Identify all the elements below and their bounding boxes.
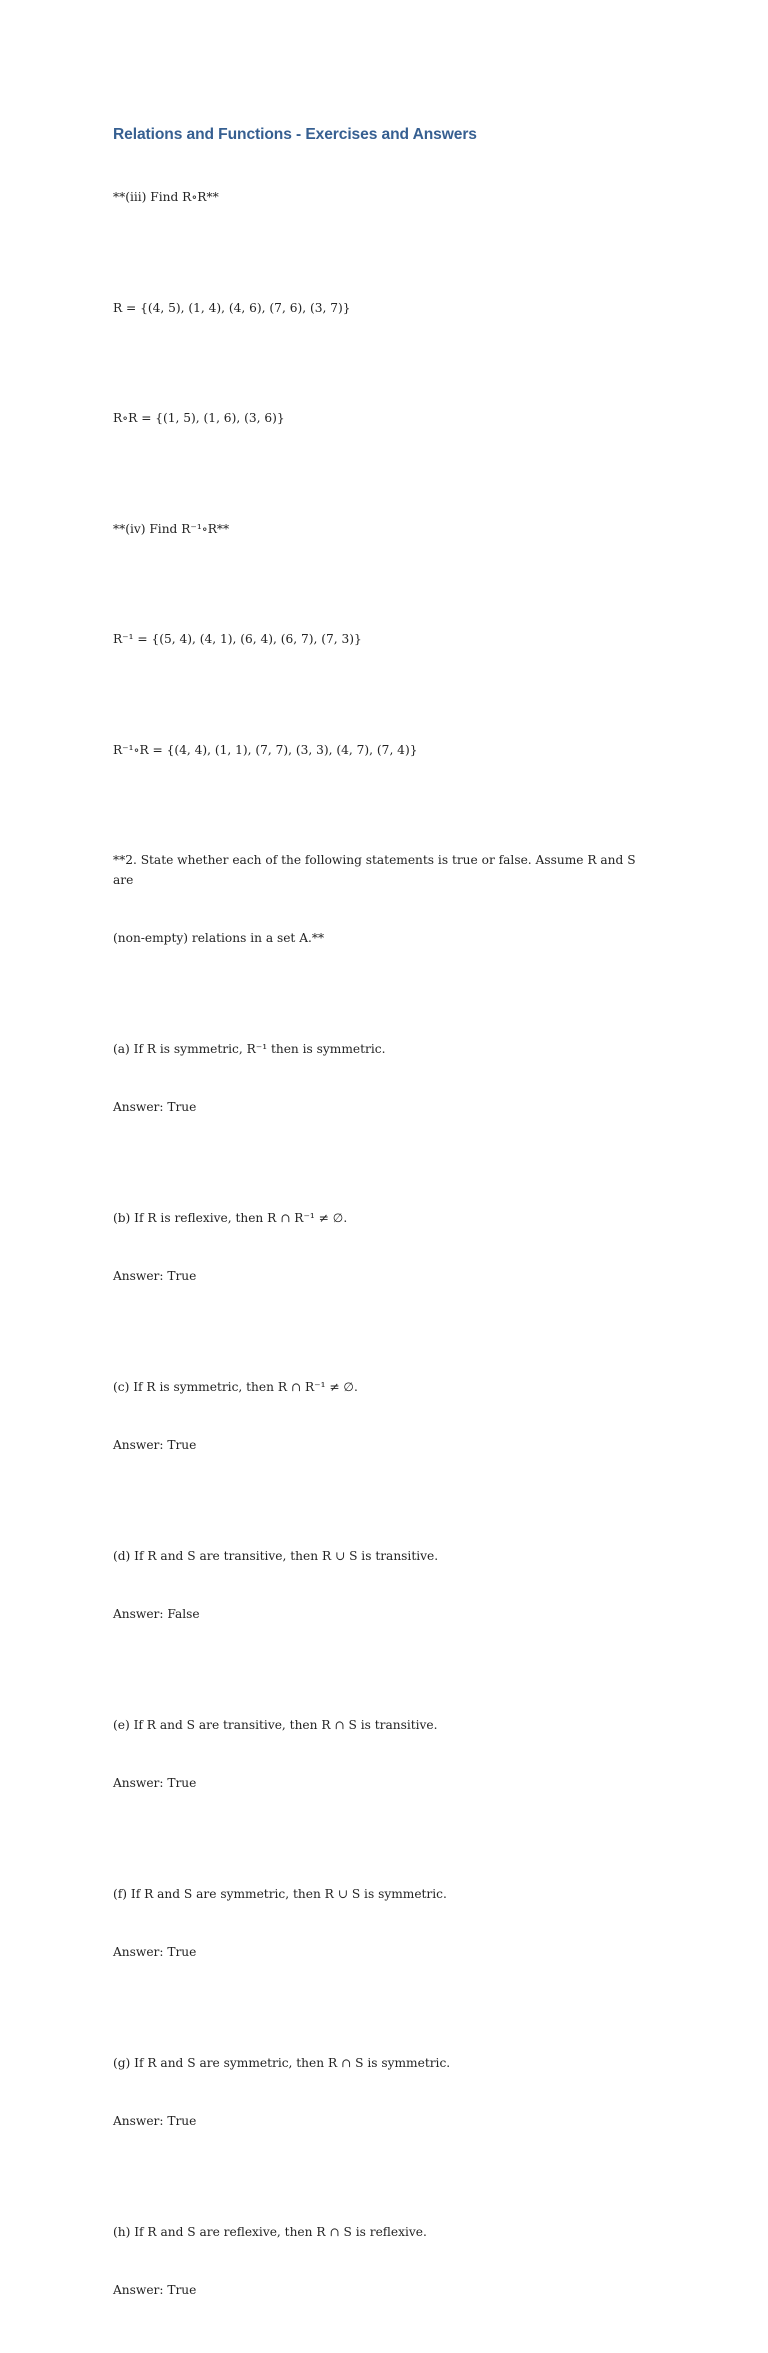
document-title: Relations and Functions - Exercises and Answers [113, 126, 477, 143]
paragraph-r-compose-r [113, 370, 653, 468]
text-line: R∘R = {(1, 5), (1, 6), (3, 6)} [113, 411, 285, 425]
statement-text: (b) If R is reflexive, then R ∩ R⁻¹ ≠ ∅. [113, 1210, 348, 1225]
text-line: **(iii) Find R∘R** [113, 190, 219, 204]
answer-text: Answer: True [113, 1100, 197, 1114]
paragraph-iv-heading [113, 481, 653, 579]
paragraph-statement-a [113, 1001, 653, 1157]
document-page [113, 124, 653, 2353]
answer-text: Answer: True [113, 2114, 197, 2128]
text-line: (non-empty) relations in a set A.** [113, 931, 325, 945]
text-line: R⁻¹ = {(5, 4), (4, 1), (6, 4), (6, 7), (7, 3)} [113, 632, 362, 646]
answer-text: Answer: True [113, 1776, 197, 1790]
text-line: R = {(4, 5), (1, 4), (4, 6), (7, 6), (3, 7)} [113, 300, 351, 315]
text-line: **2. State whether each of the following statements is true or false. Assume R and S are [113, 853, 640, 887]
statement-text: (c) If R is symmetric, then R ∩ R⁻¹ ≠ ∅. [113, 1379, 358, 1394]
paragraph-r-set [113, 260, 653, 358]
statement-text: (f) If R and S are symmetric, then R ∪ S is symmetric. [113, 1886, 447, 1901]
statement-text: (a) If R is symmetric, R⁻¹ then is symmetric. [113, 1041, 386, 1056]
statement-text: (g) If R and S are symmetric, then R ∩ S is symmetric. [113, 2055, 451, 2070]
paragraph-question-2 [113, 812, 653, 988]
paragraph-statement-e [113, 1677, 653, 1833]
answer-text: Answer: True [113, 1269, 197, 1283]
answer-text: Answer: True [113, 1945, 197, 1959]
statement-text: (d) If R and S are transitive, then R ∪ S is transitive. [113, 1548, 439, 1563]
text-line: R⁻¹∘R = {(4, 4), (1, 1), (7, 7), (3, 3), (4, 7), (7, 4)} [113, 742, 418, 757]
answer-text: Answer: True [113, 2283, 197, 2297]
statement-text: (h) If R and S are reflexive, then R ∩ S is reflexive. [113, 2224, 427, 2239]
answer-text: Answer: True [113, 1438, 197, 1452]
paragraph-statement-c [113, 1339, 653, 1495]
paragraph-statement-g [113, 2015, 653, 2171]
statement-text: (e) If R and S are transitive, then R ∩ S is transitive. [113, 1717, 438, 1732]
paragraph-statement-h [113, 2184, 653, 2340]
paragraph-iii-heading [113, 149, 653, 247]
paragraph-statement-d [113, 1508, 653, 1664]
text-line: **(iv) Find R⁻¹∘R** [113, 521, 230, 536]
answer-text: Answer: False [113, 1607, 200, 1621]
paragraph-r-inverse [113, 591, 653, 689]
paragraph-r-inverse-compose-r [113, 702, 653, 800]
paragraph-statement-b [113, 1170, 653, 1326]
paragraph-statement-f [113, 1846, 653, 2002]
